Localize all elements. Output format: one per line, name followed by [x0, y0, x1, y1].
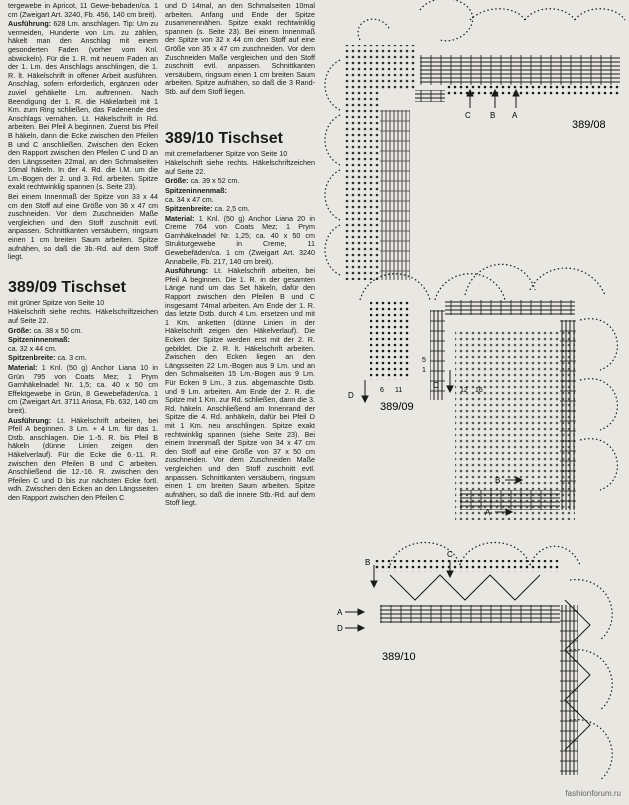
- instructions-0910: [165, 267, 315, 508]
- chart-ref-0909: Häkelschrift siehe rechts. Häkelschriftzeichen auf Seite 22.: [8, 307, 158, 325]
- label-breite-0910: Spitzenbreite:: [165, 204, 213, 214]
- arrow-label-d-0909: D: [348, 391, 354, 400]
- watermark: fashionforum.ru: [565, 789, 621, 798]
- value-groesse-0910: ca. 39 x 52 cm.: [190, 176, 240, 186]
- value-groesse: ca. 38 x 50 cm.: [33, 325, 83, 335]
- label-innenmass-0910: Spitzeninnenmaß:: [165, 185, 227, 195]
- size-0910: [165, 177, 315, 186]
- arrow-label-b-0908: B: [490, 111, 496, 120]
- chart-0908: [325, 0, 625, 280]
- value-material: 1 Knl. (50 g) Anchor Liana 10 in Grün 795 von Coats Mez; 1 Prym Garnhäkelnadel Nr. 1,5; ca. 40 x 50 cm Effektgewebe in Grün, 8 Gewebefäden/ca. 1 cm (Zweigart Art. 3711 Ariosa, Fb. 632, 140 cm breit).: [8, 362, 158, 415]
- value-breite: ca. 3 cm.: [57, 353, 87, 363]
- row-number-11: 11: [395, 387, 403, 394]
- text-column-left: [8, 2, 158, 798]
- row-number-6: 6: [380, 387, 384, 394]
- arrow-label-a-0908: A: [512, 111, 518, 120]
- row-number-5: 5: [422, 357, 426, 364]
- instructions-0909-cont: und D 14mal, an den Schmalseiten 10mal arbeiten. Anfang und Ende der Spitze zusammennähen. Spitze exakt rechtwinklig spannen (s. Seite 23). Bei einem Innenmaß der Spitze von 32 x 44 cm den Stoff auf eine Größe von 35 x 47 cm zuschneiden. Vor dem Zuschneiden Maße vergleichen und den Stoff zuschnitt evtl. anpassen. Schnittkanten versäubern, ringsum einen 1 cm breiten Saum arbeiten. Spitze aufnähen, so daß die 3 Rand-Stb. auf dem Stoff liegen.: [165, 2, 315, 96]
- subtitle-0909: mit grüner Spitze von Seite 10: [8, 297, 105, 307]
- chart-0910: [337, 543, 612, 781]
- value-ausfuehrung-0909: Lt. Häkelschrift arbeiten, bei Pfeil A beginnen. 3 Lm. + 4 Lm. für das 1. Dstb. anschlagen. Die 1.-5. R. bis Pfeil B häkeln (dünne Linien zeigen den Häkelverlauf). Für die Ecke die 6.-11. R. zwischen den Pfeilen B und C arbeiten. Anschließend die 12.-16. R. zwischen den Pfeilen C und D bis zur nächsten Ecke fortl. wdh. Zwischen den Ecken an den Längsseiten den Rapport zwischen den Pfeilen C: [8, 415, 158, 502]
- heading-0909: 389/09 Tischset: [8, 278, 127, 296]
- label-groesse: Größe:: [8, 325, 32, 335]
- label-ausfuehrung-0909: Ausführung:: [8, 415, 52, 425]
- value-ausfuehrung-0910: Lt. Häkelschrift arbeiten, bei Pfeil A beginnen. Die 1. R. in der gesamten Länge rund um das Set häkeln, dafür den Rapport zwischen den Pfeilen B und C insgesamt 74mal arbeiten. Am Ende der 1. R. das letzte Dstb. durch 4 Lm. ersetzen und mit 1 Km. anketten (dünne Linien in der Häkelschrift zeigen den Häkelverlauf). Die Ecken der Spitze werden erst mit der 2. R. gebildet. Die 2. R. lt. Häkelschrift arbeiten. Zwischen den Ecken liegen an den Längsseiten 22 Lm.-Bogen aus 9 Lm. und an den Schmalseiten 15 Lm.-Bogen aus 9 Lm. Für Ecken 9 Lm., 3 zus. abgemaschte Dstb. und 9 Lm. arbeiten. Am Ende der 2. R. die Spitze mit 1 Km. zur Rd. schließen, dann die 3. Rd. häkeln. Anschließend am Innenrand der Spitze die 4. Rd. anhäkeln, dafür bei Pfeil D mit 1 Km. neu anschlingen. Spitze exakt rechtwinklig spannen (siehe Seite 23). Bei einem Innenmaß der Spitze von 34 x 47 cm den Stoff auf eine Größe von 37 x 50 cm zuschneiden. Vor dem Zuschneiden Maße vergleichen und den Stoff zuschnitt evtl. anpassen. Schnittkanten versäubern, ringsum einen 1 cm breiten Saum arbeiten. Spitze aufnähen, so daß die innere Stb.-Rd. auf dem Stoff liegt.: [165, 266, 315, 508]
- value-breite-0910: ca. 2,5 cm.: [214, 204, 250, 214]
- instructions-0908-text: 628 Lm. anschlagen. Tip: Um zu vermeiden, Hunderte von Lm. zu zählen, häkelt man den Anschlag mit einem gesonderten Faden (vorher vom Knl. abwickeln). Für die 1. R. mit neuem Faden an der 1. Lm. des Anschlags anschlingen, die 1. R. lt. Häkelschrift in offener Arbeit ausführen. Anschlag, sofern erforderlich, ergänzen oder zuviel gehäkelte Lm. auftrennen. Nach Beendigung der 1. R. die Häkelarbeit mit 1 Km. zum Ring schließen, das Fadenende des Anschlags vernähen. Lt. Häkelschrift in Rd. arbeiten. Bei Pfeil A beginnen. Zuerst bis Pfeil B häkeln, dann die Ecke zwischen den Pfeilen B und C anschließen. Zwischen den Ecken den Rapport zwischen den Pfeilen C und D an den Längsseiten 22mal, an den Schmalseiten 16mal häkeln. In der 4. Rd. die I.M. um die Lm.-Bogen der 2. und 3. Rd. arbeiten. Spitze exakt rechtwinklig spannen (s. Seite 23).: [8, 19, 158, 192]
- size-0909: [8, 327, 158, 336]
- material-0910: [165, 215, 315, 267]
- arrow-label-a-0910: A: [337, 608, 343, 617]
- crochet-charts: [320, 0, 629, 800]
- arrow-label-b-0910: B: [365, 558, 371, 567]
- row-number-1: 1: [422, 367, 426, 374]
- instructions-0908: [8, 20, 158, 192]
- row-number-16: 16: [475, 387, 483, 394]
- chart-label-0909: 389/09: [380, 401, 414, 413]
- instructions-0908-fabric: Bei einem Innenmaß der Spitze von 33 x 44 cm den Stoff auf eine Größe von 36 x 47 cm zuschneiden. Vor dem Zuschneiden Maße vergleichen und den Stoff zuschnitt evtl. anpassen. Schnittkanten versäubern, ringsum einen 1 cm breiten Saum arbeiten. Spitze aufnähen, so daß die 3b.-Rd. auf dem Stoff liegt.: [8, 192, 158, 262]
- label-breite: Spitzenbreite:: [8, 353, 56, 363]
- label-ausfuehrung: Ausführung:: [8, 19, 52, 29]
- arrow-label-a-0909: A: [485, 508, 491, 517]
- arrow-label-b-0909: B: [495, 476, 501, 485]
- arrow-label-d-0910: D: [337, 624, 343, 633]
- arrow-label-c-0908: C: [465, 111, 471, 120]
- label-material: Material:: [8, 362, 38, 372]
- inner-size-0910: [165, 187, 315, 204]
- inner-size-0909: [8, 336, 158, 353]
- value-innenmass-0910: ca. 34 x 47 cm.: [165, 194, 214, 204]
- material-0909: [8, 364, 158, 416]
- chart-label-0910: 389/10: [382, 651, 416, 663]
- crochet-charts-svg: [320, 0, 629, 800]
- width-0909: [8, 354, 158, 363]
- chart-ref-0910: Häkelschrift siehe rechts. Häkelschriftzeichen auf Seite 22.: [165, 158, 315, 176]
- value-innenmass: ca. 32 x 44 cm.: [8, 343, 57, 353]
- text-column-middle: [165, 2, 315, 798]
- arrow-label-c-0909: C: [433, 381, 439, 390]
- value-material-0910: 1 Knl. (50 g) Anchor Liana 20 in Creme 764 von Coats Mez; 1 Prym Garnhäkelnadel Nr. 1,25; ca. 40 x 50 cm Strukturgewebe in Creme, 11 Gewebefäden/ca. 1 cm (Zweigart Art. 3240 Annabelle, Fb. 217, 140 cm breit).: [165, 213, 315, 266]
- heading-0910: 389/10 Tischset: [165, 129, 284, 147]
- label-material-0910: Material:: [165, 213, 195, 223]
- label-ausfuehrung-0910: Ausführung:: [165, 266, 209, 276]
- chart-0909: [348, 264, 617, 520]
- subtitle-0910: mit cremefarbener Spitze von Seite 10: [165, 148, 288, 158]
- label-innenmass: Spitzeninnenmaß:: [8, 335, 70, 345]
- width-0910: [165, 205, 315, 214]
- chart-label-0908: 389/08: [572, 119, 606, 131]
- instructions-0909: [8, 417, 158, 503]
- arrow-label-c-0910: C: [447, 550, 453, 559]
- intro-text: tergewebe in Apricot, 11 Gewe-bebaden/ca. 1 cm (Zweigart Art. 3240, Fb. 456, 140 cm breit).: [8, 2, 158, 19]
- label-groesse-0910: Größe:: [165, 176, 189, 186]
- row-number-12: 12: [460, 387, 468, 394]
